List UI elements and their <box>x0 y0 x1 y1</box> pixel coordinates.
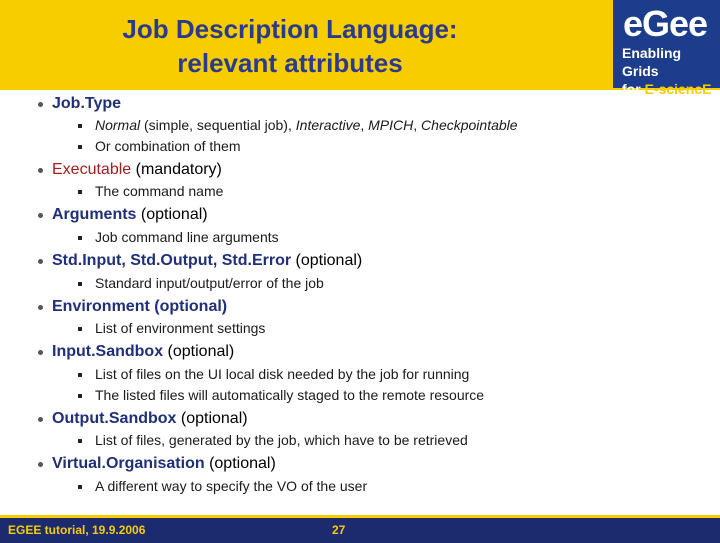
bullet-text <box>52 206 208 224</box>
attribute-suffix: (optional) <box>204 455 276 472</box>
attribute-suffix: (optional) <box>136 206 208 223</box>
attribute-name: Arguments <box>52 206 137 223</box>
egee-logo-tagline <box>622 44 720 98</box>
attribute-suffix: (mandatory) <box>131 161 222 178</box>
square-bullet-icon <box>78 124 82 128</box>
attribute-suffix: (optional) <box>176 410 248 427</box>
slide-title <box>60 12 520 80</box>
attribute-suffix: (optional) <box>163 343 235 360</box>
bullet-dot-icon <box>38 102 43 107</box>
sub-item-text: Normal (simple, sequential job), Interactive, MPICH, Checkpointable <box>95 117 518 133</box>
square-bullet-icon <box>78 190 82 194</box>
sub-item-text: A different way to specify the VO of the user <box>95 478 368 494</box>
attribute-name: Virtual.Organisation <box>52 455 205 472</box>
bullet-dot-icon <box>38 213 43 218</box>
bullet-dot-icon <box>38 305 43 310</box>
attribute-name: Environment <box>52 298 150 315</box>
attribute-name: Executable <box>52 161 132 178</box>
attribute-suffix: (optional) <box>149 298 228 315</box>
bullet-dot-icon <box>38 462 43 467</box>
slide-title-line1: Job Description Language: <box>122 14 458 44</box>
bullet-text <box>52 298 227 316</box>
sub-item-text: Or combination of them <box>95 138 241 154</box>
bullet-dot-icon <box>38 417 43 422</box>
square-bullet-icon <box>78 485 82 489</box>
bullet-text <box>52 161 222 179</box>
bullet-text <box>52 95 121 113</box>
egee-logo <box>613 0 720 97</box>
logo-tagline-highlight: E-sciencE <box>644 81 712 97</box>
sub-item-text: The listed files will automatically staged to the remote resource <box>95 387 485 403</box>
sub-item-text: List of files on the UI local disk needed by the job for running <box>95 366 470 382</box>
square-bullet-icon <box>78 394 82 398</box>
bullet-text <box>52 410 248 428</box>
attribute-name: Std.Input, Std.Output, Std.Error <box>52 252 292 269</box>
bullet-dot-icon <box>38 168 43 173</box>
sub-item-text: Standard input/output/error of the job <box>95 275 324 291</box>
square-bullet-icon <box>78 373 82 377</box>
slide-header <box>0 0 720 97</box>
attribute-name: Job.Type <box>52 95 122 112</box>
logo-tagline-prefix: for <box>622 81 645 97</box>
egee-logo-mark: eGee <box>623 3 708 44</box>
slide-footer <box>0 515 720 543</box>
sub-item-text: List of files, generated by the job, which have to be retrieved <box>95 432 468 448</box>
logo-tagline-line1: Enabling Grids <box>622 45 682 79</box>
attribute-name: Input.Sandbox <box>52 343 164 360</box>
sub-item-text: Job command line arguments <box>95 229 279 245</box>
attribute-name: Output.Sandbox <box>52 410 177 427</box>
footer-event: EGEE tutorial, 19.9.2006 <box>8 523 146 537</box>
square-bullet-icon <box>78 282 82 286</box>
sub-item-text: List of environment settings <box>95 320 266 336</box>
bullet-dot-icon <box>38 259 43 264</box>
attribute-suffix: (optional) <box>291 252 363 269</box>
square-bullet-icon <box>78 439 82 443</box>
bullet-text <box>52 455 276 473</box>
square-bullet-icon <box>78 236 82 240</box>
logo-tagline-line2 <box>622 80 720 98</box>
bullet-text <box>52 252 362 270</box>
slide-title-line2: relevant attributes <box>177 48 403 78</box>
sub-item-text: The command name <box>95 183 224 199</box>
bullet-dot-icon <box>38 350 43 355</box>
square-bullet-icon <box>78 327 82 331</box>
page-number: 27 <box>332 523 346 537</box>
bullet-text <box>52 343 234 361</box>
square-bullet-icon <box>78 145 82 149</box>
